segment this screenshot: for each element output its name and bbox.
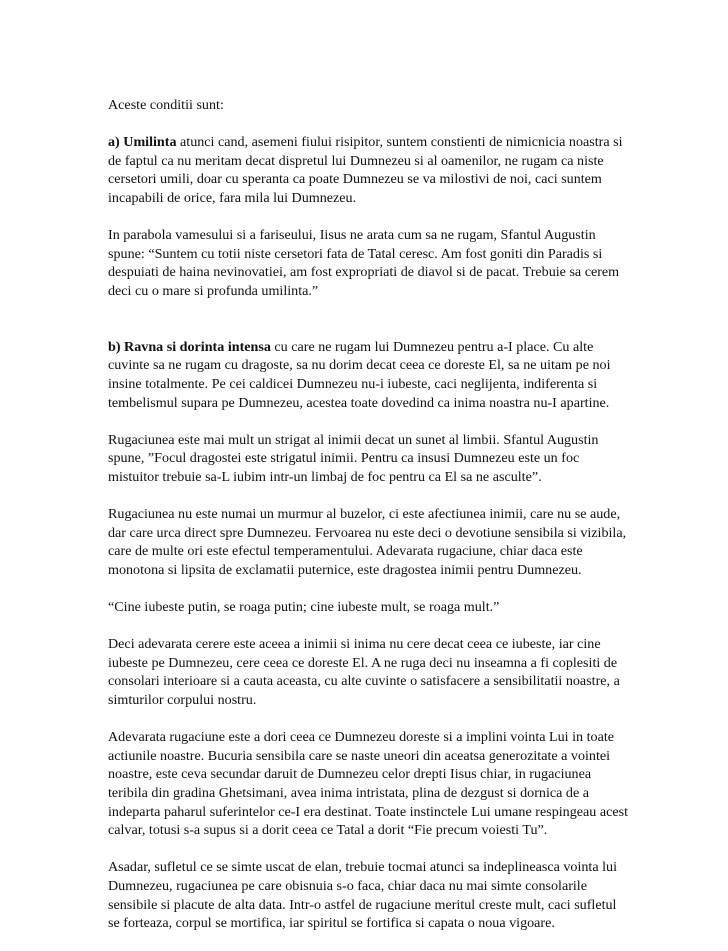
section-b-heading: b) Ravna si dorinta intensa [108,338,271,355]
section-a-heading: a) Umilinta [108,134,177,151]
document-page [108,96,628,951]
quote-paragraph: “Cine iubeste putin, se roaga putin; cine iubeste mult, se roaga mult.” [108,599,500,616]
strigat-paragraph: Rugaciunea este mai mult un strigat al inimii decat un sunet al limbii. Sfantul Augustin spune, ”Focul dragostei este strigatul inimii. Pentru ca insusi Dumnezeu este un foc mistuitor trebuie sa-L iubim intr-un limbaj de foc pentru ca El sa ne asculte”. [108,431,599,485]
cerere-paragraph: Deci adevarata cerere este aceea a inimii si inima nu cere decat ceea ce iubeste, iar cine iubeste pe Dumnezeu, cere ceea ce doreste El. A ne ruga deci nu inseamna a fi coplesiti de consolari interioare si a cauta aceasta, cu alte cuvinte o satisfacere a sensibilitatii noastre, a simturilor corpului nostru. [108,636,620,708]
vamesul-paragraph: In parabola vamesului si a fariseului, Iisus ne arata cum sa ne rugam, Sfantul Augustin spune: “Suntem cu totii niste cersetori fata de Tatal ceresc. Am fost goniti din Paradis si despuiati de haina nevinovatiei, am fost expropriati de diavol si de pacat. Trebuie sa cerem deci cu o mare si profunda umilinta.” [108,227,620,299]
asadar-paragraph: Asadar, sufletul ce se simte uscat de elan, trebuie tocmai atunci sa indeplineasca vointa lui Dumnezeu, rugaciunea pe care obisnuia s-o faca, chiar daca nu mai simte consolarile sensibile si placute de alta data. Intr-o astfel de rugaciune meritul creste mult, caci sufletul se forteaza, corpul se mortifica, iar spiritul se fortifica si capata o noua vigoare. [108,859,617,932]
section-a-text: atunci cand, asemeni fiului risipitor, suntem constienti de nimicnicia noastra si de faptul ca nu meritam decat dispretul lui Dumnezeu si al oamenilor, ne rugam ca niste cersetori umili, doar cu speranta ca poate Dumnezeu se va milostivi de noi, caci suntem incapabili de orice, fara mila lui Dumnezeu. [108,134,623,206]
murmur-paragraph: Rugaciunea nu este numai un murmur al buzelor, ci este afectiunea inimii, care nu se aude, dar care urca direct spre Dumnezeu. Fervoarea nu este deci o devotiune sensibila si vizibila, care de multe ori este efectul temperamentului. Adevarata rugaciune, chiar daca este monotona si lipsita de exclamatii puternice, este dragostea inimii pentru Dumnezeu. [108,506,627,578]
section-b-paragraph [108,338,628,412]
section-b-text: cu care ne rugam lui Dumnezeu pentru a-I place. Cu alte cuvinte sa ne rugam cu dragoste, sa nu dorim decat ceea ce doreste El, sa ne uitam pe noi insine totalmente. Pe cei caldicei Dumnezeu nu-i iubeste, caci neglijenta, indiferenta si tembelismul supara pe Dumnezeu, acestea toate dovedind ca inima noastra nu-I apartine. [108,338,611,411]
intro-paragraph: Aceste conditii sunt: [108,97,224,113]
adevarata-paragraph: Adevarata rugaciune este a dori ceea ce Dumnezeu doreste si a implini vointa Lui in toate actiunile noastre. Bucuria sensibila care se naste uneori din aceatsa generozitate a vointei noastre, este ceva secundar daruit de Dumnezeu celor drepti Iisus chiar, in rugaciunea teribila din gradina Ghetsimani, avea inima intristata, plina de dezgust si dornica de a indeparta paharul suferintelor ce-I era destinat. Toate instinctele Lui umane respingeau acest calvar, totusi s-a supus si a dorit ceea ce Tatal a dorit “Fie precum voiesti Tu”. [108,729,628,839]
section-a-paragraph [108,133,628,207]
